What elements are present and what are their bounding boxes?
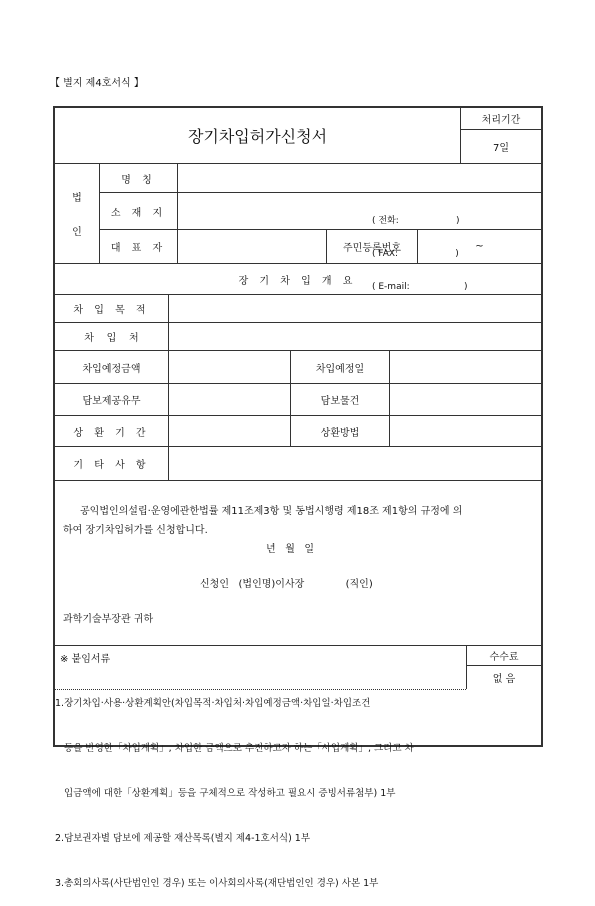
etc-label: 기 타 사 항 (73, 460, 150, 471)
divider (54, 480, 541, 481)
collateral-yn-label: 담보제공유무 (82, 396, 141, 407)
corp-address-label: 소 재 지 (110, 207, 167, 219)
corp-group-label-1: 법 (72, 192, 82, 204)
attachment-item: 3.총회의사록(사단법인인 경우) 또는 이사회의사록(재단법인인 경우) 사본 1부 (55, 878, 379, 889)
attachment-item: 입금액에 대한「상환계획」등을 구체적으로 작성하고 필요시 증빙서류첨부) 1부 (55, 788, 396, 799)
attachment-item: 2.담보권자별 담보에 제공할 재산목록(별지 제4-1호서식) 1부 (55, 833, 311, 844)
divider (177, 163, 178, 263)
applicant-line: 신청인 (법인명)이사장 (직인) (200, 579, 373, 590)
corp-group-label-2: 인 (72, 226, 82, 238)
attachments-header: ※ 붙임서류 (60, 654, 111, 665)
divider (389, 350, 390, 446)
amount-label: 차입예정금액 (82, 363, 141, 375)
page-title: 장기차입허가신청서 (187, 126, 328, 146)
phone-field[interactable]: ( 전화: ) (372, 216, 460, 226)
corp-rep-label: 대 표 자 (110, 243, 167, 254)
statement-date: 년 월 일 (266, 544, 315, 555)
form-tag: 【 별지 제4호서식 】 (50, 78, 144, 89)
addressee: 과학기술부장관 귀하 (63, 614, 154, 625)
fee-value: 없 음 (492, 673, 516, 685)
overview-header: 장 기 차 입 개 요 (238, 275, 357, 287)
reg-no-tilde: ~ (475, 241, 484, 252)
frame-right (541, 106, 543, 747)
attachment-item: 등을 반영한「차입계획」, 차입한 금액으로 추진하고자 하는「사업계획」, 그리고 차 (55, 743, 414, 754)
processing-value: 7일 (492, 142, 510, 154)
email-field[interactable]: ( E-mail: ) (372, 282, 468, 292)
processing-label: 처리기간 (481, 115, 521, 126)
reg-no-label: 주민등록번호 (343, 243, 401, 254)
fee-label: 수수료 (489, 652, 519, 663)
collateral-label: 담보물건 (320, 396, 360, 407)
corp-name-label: 명 칭 (121, 174, 156, 186)
attachment-list (55, 666, 465, 906)
fax-field[interactable]: ( FAX: ) (372, 249, 459, 259)
repay-period-label: 상 환 기 간 (73, 427, 150, 439)
date-label: 차입예정일 (315, 363, 365, 375)
statement-line2: 하여 장기차입허가를 신청합니다. (63, 525, 208, 536)
lender-label: 차 입 처 (84, 333, 139, 344)
statement-line1: 공익법인의설립·운영에관한법률 제11조제3항 및 동법시행령 제18조 제1항의 규정에 의 (80, 506, 463, 517)
attachment-item: 1.장기차입·사용·상환계획안(차입목적·차입처·차입예정금액·차입일·차입조건 (55, 698, 371, 709)
repay-method-label: 상환방법 (320, 427, 360, 439)
purpose-label: 차 입 목 적 (73, 305, 150, 316)
